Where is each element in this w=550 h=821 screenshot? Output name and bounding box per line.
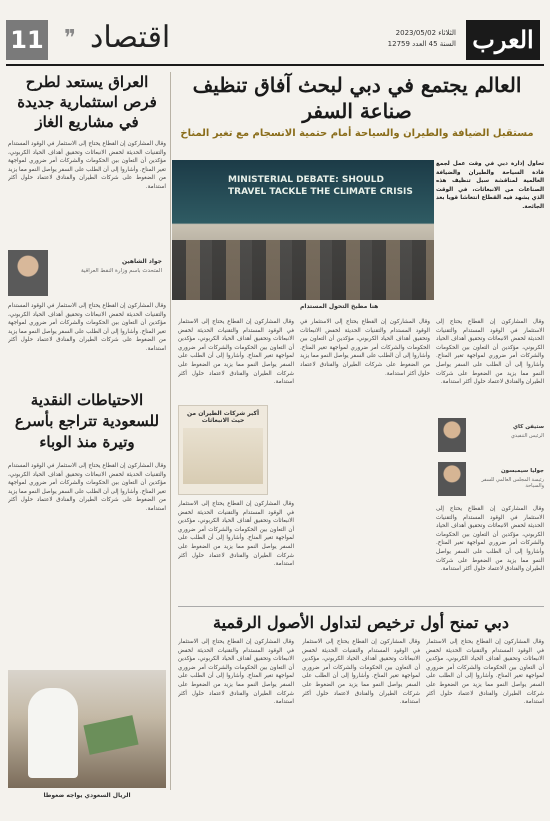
left-headline[interactable]: العراق يستعد لطرح فرص استثمارية جديدة في مشاريع الغاز: [17, 73, 157, 131]
stocks-box-title: أكبر شركات الطيران من حيث الانبعاثات: [186, 410, 260, 424]
author-card: [8, 250, 166, 298]
main-body-col-5: وقال المشاركون إن القطاع يحتاج إلى الاستثمار في الوقود المستدام والتقنيات الحديثة لخفض الانبعاثات وتحقيق أهداف الحياد الكربوني، مؤكدين أن التعاون بين الحكومات والشركات أمر ضروري لمواجهة تغير المناخ. وأشاروا إلى أن الطلب على السفر يواصل النمو مما يزيد من الضغوط على شركات الطيران والفنادق لاعتماد حلول أكثر استدامة.: [436, 506, 544, 573]
author-photo: [8, 250, 48, 296]
main-photo-caption: هنا مطبخ التحول المستدام: [300, 303, 379, 310]
middle-left-body: وقال المشاركون إن القطاع يحتاج إلى الاستثمار في الوقود المستدام والتقنيات الحديثة لخفض الانبعاثات وتحقيق أهداف الحياد الكربوني، مؤكدين أن التعاون بين الحكومات والشركات أمر ضروري لمواجهة تغير المناخ. وأشاروا إلى أن الطلب على السفر يواصل النمو مما يزيد من الضغوط على شركات الطيران والفنادق لاعتماد حلول أكثر استدامة.: [8, 463, 166, 512]
issue-number: السنة 45 العدد 12759: [387, 40, 456, 48]
issue-info: [388, 28, 456, 50]
masthead: [6, 20, 544, 66]
main-body-col-3: وقال المشاركون إن القطاع يحتاج إلى الاستثمار في الوقود المستدام والتقنيات الحديثة لخفض الانبعاثات وتحقيق أهداف الحياد الكربوني، مؤكدين أن التعاون بين الحكومات والشركات أمر ضروري لمواجهة تغير المناخ. وأشاروا إلى أن الطلب على السفر يواصل النمو مما يزيد من الضغوط على شركات الطيران والفنادق لاعتماد حلول أكثر استدامة.: [178, 319, 294, 386]
riyal-photo: [8, 670, 166, 788]
person-photo: [438, 418, 466, 452]
bottom-headline[interactable]: دبي تمنح أول ترخيص لتداول الأصول الرقمية: [178, 606, 544, 632]
person-role: رئيسة المجلس العالمي للسفر والسياحة: [481, 477, 544, 489]
page-number: 11: [6, 20, 48, 60]
issue-date: الثلاثاء 2023/05/02: [395, 29, 456, 37]
people-box: [438, 418, 544, 506]
author-name: جواد الشاهين: [122, 258, 162, 265]
middle-left-headline[interactable]: الاحتياطات النقدية للسعودية تتراجع بأسرع وتيرة منذ الوباء: [14, 391, 160, 451]
bottom-body-col-1: وقال المشاركون إن القطاع يحتاج إلى الاستثمار في الوقود المستدام والتقنيات الحديثة لخفض الانبعاثات وتحقيق أهداف الحياد الكربوني، مؤكدين أن التعاون بين الحكومات والشركات أمر ضروري لمواجهة تغير المناخ. وأشاروا إلى أن الطلب على السفر يواصل النمو مما يزيد من الضغوط على شركات الطيران والفنادق لاعتماد حلول أكثر استدامة.: [178, 639, 294, 706]
main-photo: [172, 160, 434, 300]
section-title: اقتصاد: [90, 20, 171, 55]
main-body-col-4: وقال المشاركون إن القطاع يحتاج إلى الاستثمار في الوقود المستدام والتقنيات الحديثة لخفض الانبعاثات وتحقيق أهداف الحياد الكربوني، مؤكدين أن التعاون بين الحكومات والشركات أمر ضروري لمواجهة تغير المناخ. وأشاروا إلى أن الطلب على السفر يواصل النمو مما يزيد من الضغوط على شركات الطيران والفنادق لاعتماد حلول أكثر استدامة.: [178, 501, 294, 568]
photo-screen-text: MINISTERIAL DEBATE: SHOULD TRAVEL TACKLE THE CLIMATE CRISIS: [228, 175, 413, 197]
main-headline-block: [170, 72, 544, 139]
main-body-col-1: وقال المشاركون إن القطاع يحتاج إلى الاستثمار في الوقود المستدام والتقنيات الحديثة لخفض الانبعاثات وتحقيق أهداف الحياد الكربوني، مؤكدين أن التعاون بين الحكومات والشركات أمر ضروري لمواجهة تغير المناخ. وأشاروا إلى أن الطلب على السفر يواصل النمو مما يزيد من الضغوط على شركات الطيران والفنادق لاعتماد حلول أكثر استدامة.: [436, 319, 544, 386]
banknotes: [83, 715, 138, 755]
person-name: جوليا سيمبسون: [500, 468, 544, 474]
bottom-body-col-2: وقال المشاركون إن القطاع يحتاج إلى الاستثمار في الوقود المستدام والتقنيات الحديثة لخفض الانبعاثات وتحقيق أهداف الحياد الكربوني، مؤكدين أن التعاون بين الحكومات والشركات أمر ضروري لمواجهة تغير المناخ. وأشاروا إلى أن الطلب على السفر يواصل النمو مما يزيد من الضغوط على شركات الطيران والفنادق لاعتماد حلول أكثر استدامة.: [302, 639, 420, 706]
main-intro: [436, 160, 544, 310]
main-subtitle: مستقبل الضيافة والطيران والسياحة أمام حتمية الانسجام مع تغير المناخ: [180, 128, 534, 139]
person-role: الرئيس التنفيذي: [510, 433, 544, 439]
main-body-col-2: وقال المشاركون إن القطاع يحتاج إلى الاستثمار في الوقود المستدام والتقنيات الحديثة لخفض الانبعاثات وتحقيق أهداف الحياد الكربوني، مؤكدين أن التعاون بين الحكومات والشركات أمر ضروري لمواجهة تغير المناخ. وأشاروا إلى أن الطلب على السفر يواصل النمو مما يزيد من الضغوط على شركات الطيران والفنادق لاعتماد حلول أكثر استدامة.: [300, 319, 430, 377]
quote-icon: ❞: [64, 26, 76, 51]
main-headline[interactable]: العالم يجتمع في دبي لبحث آفاق تنظيف صناعة السفر: [192, 73, 522, 123]
panel-people: [172, 240, 434, 300]
person-photo: [438, 462, 466, 496]
person-name: ستيفن كاي: [512, 424, 544, 430]
man-figure: [28, 688, 78, 778]
person-card: [438, 418, 544, 458]
left-body: وقال المشاركون إن القطاع يحتاج إلى الاستثمار في الوقود المستدام والتقنيات الحديثة لخفض الانبعاثات وتحقيق أهداف الحياد الكربوني، مؤكدين أن التعاون بين الحكومات والشركات أمر ضروري لمواجهة تغير المناخ. وأشاروا إلى أن الطلب على السفر يواصل النمو مما يزيد من الضغوط على شركات الطيران والفنادق لاعتماد حلول أكثر استدامة.: [8, 141, 166, 190]
person-card: [438, 462, 544, 502]
author-role: المتحدث باسم وزارة النفط العراقية: [80, 268, 162, 274]
column-divider: [170, 72, 171, 790]
main-intro-text: تحاول إدارة دبي في وقت عمل لجمع قادة السياحة والطيران والضيافة العالمية لمناقشة سبل تنظيف هذه الصناعات من الانبعاثات، في الوقت الذي يشهد فيه القطاع انتعاشا قويا بعد الجائحة.: [436, 161, 544, 210]
left-story: [8, 72, 166, 132]
left-body-2: وقال المشاركون إن القطاع يحتاج إلى الاستثمار في الوقود المستدام والتقنيات الحديثة لخفض الانبعاثات وتحقيق أهداف الحياد الكربوني، مؤكدين أن التعاون بين الحكومات والشركات أمر ضروري لمواجهة تغير المناخ. وأشاروا إلى أن الطلب على السفر يواصل النمو مما يزيد من الضغوط على شركات الطيران والفنادق لاعتماد حلول أكثر استدامة.: [8, 303, 166, 352]
stocks-box: [178, 405, 268, 495]
newspaper-logo[interactable]: العرب: [466, 20, 540, 60]
bottom-body-col-3: وقال المشاركون إن القطاع يحتاج إلى الاستثمار في الوقود المستدام والتقنيات الحديثة لخفض الانبعاثات وتحقيق أهداف الحياد الكربوني، مؤكدين أن التعاون بين الحكومات والشركات أمر ضروري لمواجهة تغير المناخ. وأشاروا إلى أن الطلب على السفر يواصل النمو مما يزيد من الضغوط على شركات الطيران والفنادق لاعتماد حلول أكثر استدامة.: [426, 639, 544, 706]
stocks-box-graphic: [183, 428, 263, 484]
riyal-photo-caption: الريال السعودي يواجه ضغوطا: [43, 792, 131, 799]
